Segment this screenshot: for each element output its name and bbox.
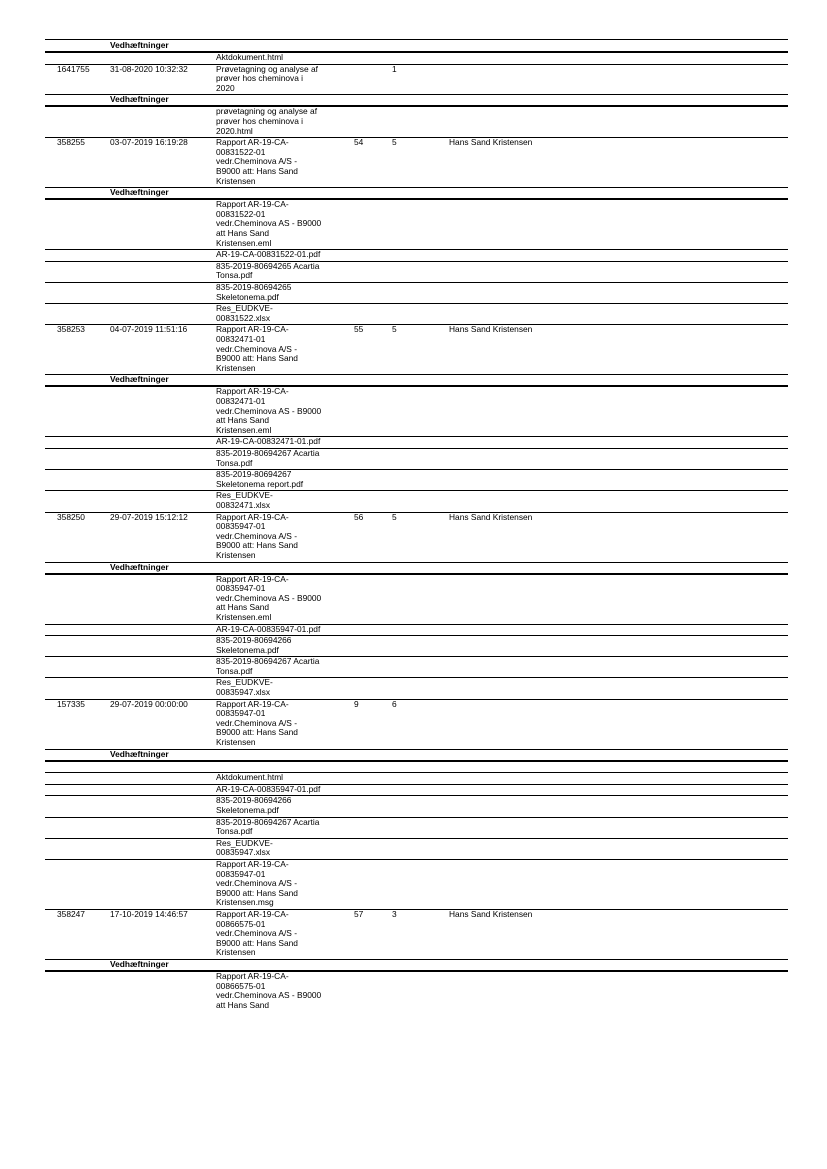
attachment-filename[interactable] [216, 796, 344, 815]
vedhaeftninger-header-row [45, 563, 788, 575]
attachment-row [45, 796, 788, 817]
record-id: 157335 [57, 698, 85, 709]
record-row [45, 513, 788, 563]
section-label: Vedhæftninger [110, 94, 169, 105]
attachment-filename[interactable] [216, 785, 344, 795]
attachment-filename[interactable] [216, 636, 344, 655]
attachment-row [45, 657, 788, 678]
title-line: AR-19-CA-00835947-01.pdf [216, 783, 321, 794]
title-line: 00835947.xlsx [216, 847, 271, 858]
attachment-filename[interactable] [216, 449, 344, 468]
record-person: Hans Sand Kristensen [449, 511, 533, 522]
attachment-row [45, 636, 788, 657]
title-line: 2020.html [216, 125, 253, 136]
title-line: Kristensen [216, 947, 256, 958]
attachment-row [45, 491, 788, 512]
title-line: AR-19-CA-00832471-01.pdf [216, 436, 321, 447]
title-line: B9000 att: Hans Sand [216, 937, 298, 948]
record-title [216, 700, 344, 748]
record-count: 5 [392, 511, 397, 522]
title-line: Kristensen [216, 175, 256, 186]
title-line: 835-2019-80694265 [216, 281, 292, 292]
record-title [216, 138, 344, 186]
attachment-row [45, 860, 788, 910]
vedhaeftninger-header-row [45, 41, 788, 53]
title-line: Rapport AR-19-CA- [216, 909, 289, 919]
record-number: 57 [354, 909, 364, 919]
attachment-filename[interactable] [216, 860, 344, 908]
title-line: Kristensen.msg [216, 897, 274, 908]
title-line: Rapport AR-19-CA- [216, 971, 289, 981]
attachment-filename[interactable] [216, 283, 344, 302]
attachment-row [45, 575, 788, 625]
attachment-row [45, 283, 788, 304]
record-datetime: 29-07-2019 00:00:00 [110, 698, 188, 709]
record-count: 1 [392, 63, 397, 74]
record-id: 358253 [57, 324, 85, 335]
vedhaeftninger-header-row [45, 188, 788, 200]
record-datetime: 03-07-2019 16:19:28 [110, 137, 188, 148]
attachment-row [45, 304, 788, 325]
title-line: AR-19-CA-00831522-01.pdf [216, 249, 321, 260]
document-table [45, 41, 788, 1011]
title-line: vedr.Cheminova AS - B9000 [216, 218, 322, 229]
attachment-filename[interactable] [216, 575, 344, 623]
attachment-filename[interactable] [216, 818, 344, 837]
attachment-filename[interactable] [216, 437, 344, 447]
record-number: 55 [354, 324, 364, 335]
title-line: vedr.Cheminova AS - B9000 [216, 990, 322, 1001]
title-line: Res_EUDKVE- [216, 837, 273, 848]
title-line: 00831522.xlsx [216, 312, 271, 323]
record-person: Hans Sand Kristensen [449, 137, 533, 148]
record-row [45, 138, 788, 188]
section-label: Vedhæftninger [110, 187, 169, 198]
title-line: vedr.Cheminova A/S - [216, 928, 297, 939]
title-line: Kristensen.eml [216, 237, 272, 248]
title-line: 00835947-01 [216, 521, 266, 532]
title-line: att Hans Sand [216, 415, 270, 426]
title-line: AR-19-CA-00835947-01.pdf [216, 623, 321, 634]
title-line: B9000 att: Hans Sand [216, 353, 298, 364]
title-line: Res_EUDKVE- [216, 490, 273, 501]
record-row [45, 65, 788, 96]
title-line: Rapport AR-19-CA- [216, 859, 289, 869]
record-id: 358250 [57, 511, 85, 522]
attachment-row [45, 262, 788, 283]
attachment-row [45, 762, 788, 774]
title-line: Skeletonema.pdf [216, 291, 279, 302]
attachment-filename[interactable] [216, 625, 344, 635]
section-label: Vedhæftninger [110, 748, 169, 759]
attachment-filename[interactable] [216, 773, 344, 783]
title-line: Aktdokument.html [216, 52, 284, 62]
attachment-filename[interactable] [216, 972, 344, 1010]
record-person: Hans Sand Kristensen [449, 909, 533, 919]
title-line: Skeletonema report.pdf [216, 478, 304, 489]
title-line: Tonsa.pdf [216, 457, 253, 468]
attachment-row [45, 839, 788, 860]
attachment-row [45, 250, 788, 262]
title-line: att Hans Sand [216, 999, 270, 1010]
title-line: 00832471.xlsx [216, 499, 271, 510]
title-line: 835-2019-80694265 Acartia [216, 260, 320, 271]
vedhaeftninger-header-row [45, 375, 788, 387]
title-line: 00835947-01 [216, 868, 266, 879]
attachment-row [45, 972, 788, 1011]
attachment-filename[interactable] [216, 304, 344, 323]
title-line: 00866575-01 [216, 918, 266, 929]
title-line: Skeletonema.pdf [216, 644, 279, 655]
title-line: 835-2019-80694266 [216, 635, 292, 646]
record-number: 54 [354, 137, 364, 148]
title-line: Kristensen.eml [216, 424, 272, 435]
title-line: 00831522-01 [216, 208, 266, 219]
record-row [45, 910, 788, 960]
vedhaeftninger-header-row [45, 750, 788, 762]
section-label: Vedhæftninger [110, 374, 169, 385]
attachment-row [45, 53, 788, 65]
record-datetime: 04-07-2019 11:51:16 [110, 324, 188, 335]
attachment-filename[interactable] [216, 657, 344, 676]
title-line: prøver hos cheminova i [216, 115, 304, 126]
record-title [216, 513, 344, 561]
title-line: 00832471-01 [216, 395, 266, 406]
attachment-row [45, 470, 788, 491]
title-line: B9000 att: Hans Sand [216, 165, 298, 176]
attachment-row [45, 773, 788, 785]
title-line: Tonsa.pdf [216, 665, 253, 676]
attachment-row [45, 818, 788, 839]
title-line: vedr.Cheminova A/S - [216, 717, 297, 728]
title-line: B9000 att: Hans Sand [216, 540, 298, 551]
title-line: prøver hos cheminova i [216, 73, 304, 84]
attachment-filename[interactable] [216, 250, 344, 260]
title-line: Kristensen [216, 549, 256, 560]
section-label: Vedhæftninger [110, 40, 169, 50]
attachment-filename[interactable] [216, 470, 344, 489]
attachment-filename[interactable] [216, 200, 344, 248]
title-line: vedr.Cheminova A/S - [216, 156, 297, 167]
title-line: Rapport AR-19-CA- [216, 511, 289, 522]
vedhaeftninger-header-row [45, 95, 788, 107]
title-line: vedr.Cheminova AS - B9000 [216, 405, 322, 416]
record-number: 9 [354, 698, 359, 709]
title-line: B9000 att: Hans Sand [216, 887, 298, 898]
title-line: Rapport AR-19-CA- [216, 137, 289, 148]
attachment-filename[interactable] [216, 53, 344, 63]
title-line: 00866575-01 [216, 980, 266, 991]
attachment-filename[interactable] [216, 678, 344, 697]
record-count: 6 [392, 698, 397, 709]
title-line: 2020 [216, 82, 235, 93]
title-line: 835-2019-80694267 Acartia [216, 447, 320, 458]
title-line: Skeletonema.pdf [216, 805, 279, 816]
title-line: Kristensen.eml [216, 611, 272, 622]
record-id: 358247 [57, 909, 85, 919]
title-line: vedr.Cheminova A/S - [216, 878, 297, 889]
title-line: B9000 att: Hans Sand [216, 727, 298, 738]
title-line: Res_EUDKVE- [216, 677, 273, 688]
attachment-row [45, 200, 788, 250]
title-line: Kristensen [216, 362, 256, 373]
record-datetime: 17-10-2019 14:46:57 [110, 909, 188, 919]
record-title [216, 910, 344, 958]
attachment-row [45, 785, 788, 797]
title-line: 835-2019-80694266 [216, 795, 292, 806]
attachment-row [45, 625, 788, 637]
title-line: 00835947-01 [216, 708, 266, 719]
title-line: Rapport AR-19-CA- [216, 324, 289, 335]
record-number: 56 [354, 511, 364, 522]
title-line: 00832471-01 [216, 333, 266, 344]
title-line: 835-2019-80694267 Acartia [216, 816, 320, 827]
vedhaeftninger-header-row [45, 960, 788, 972]
section-label: Vedhæftninger [110, 561, 169, 572]
title-line: att Hans Sand [216, 227, 270, 238]
record-count: 5 [392, 137, 397, 148]
record-row [45, 325, 788, 375]
title-line: Rapport AR-19-CA- [216, 573, 289, 584]
title-line: Res_EUDKVE- [216, 303, 273, 314]
record-row [45, 700, 788, 750]
record-person: Hans Sand Kristensen [449, 324, 533, 335]
title-line: Rapport AR-19-CA- [216, 698, 289, 709]
title-line: vedr.Cheminova A/S - [216, 530, 297, 541]
attachment-row [45, 449, 788, 470]
title-line: Tonsa.pdf [216, 270, 253, 281]
record-id: 358255 [57, 137, 85, 148]
record-title [216, 65, 344, 94]
title-line: att Hans Sand [216, 602, 270, 613]
record-datetime: 29-07-2019 15:12:12 [110, 511, 188, 522]
title-line: Rapport AR-19-CA- [216, 386, 289, 397]
attachment-row [45, 107, 788, 138]
title-line: 835-2019-80694267 Acartia [216, 656, 320, 667]
title-line: Aktdokument.html [216, 772, 284, 783]
title-line: Kristensen [216, 737, 256, 748]
record-count: 5 [392, 324, 397, 335]
attachment-row [45, 387, 788, 437]
title-line: 00831522-01 [216, 146, 266, 157]
attachment-filename[interactable] [216, 387, 344, 435]
title-line: 00835947-01 [216, 583, 266, 594]
record-id: 1641755 [57, 63, 90, 74]
title-line: 835-2019-80694267 [216, 469, 292, 480]
title-line: Rapport AR-19-CA- [216, 199, 289, 210]
title-line: vedr.Cheminova A/S - [216, 343, 297, 354]
attachment-filename[interactable] [216, 107, 344, 136]
attachment-row [45, 437, 788, 449]
attachment-filename[interactable] [216, 491, 344, 510]
record-datetime: 31-08-2020 10:32:32 [110, 63, 188, 74]
title-line: Prøvetagning og analyse af [216, 63, 318, 74]
section-label: Vedhæftninger [110, 959, 169, 969]
title-line: 00835947.xlsx [216, 687, 271, 698]
record-count: 3 [392, 909, 397, 919]
title-line: vedr.Cheminova AS - B9000 [216, 592, 322, 603]
attachment-filename[interactable] [216, 839, 344, 858]
title-line: Tonsa.pdf [216, 826, 253, 837]
attachment-filename[interactable] [216, 262, 344, 281]
title-line: prøvetagning og analyse af [216, 106, 318, 117]
record-title [216, 325, 344, 373]
attachment-row [45, 678, 788, 699]
